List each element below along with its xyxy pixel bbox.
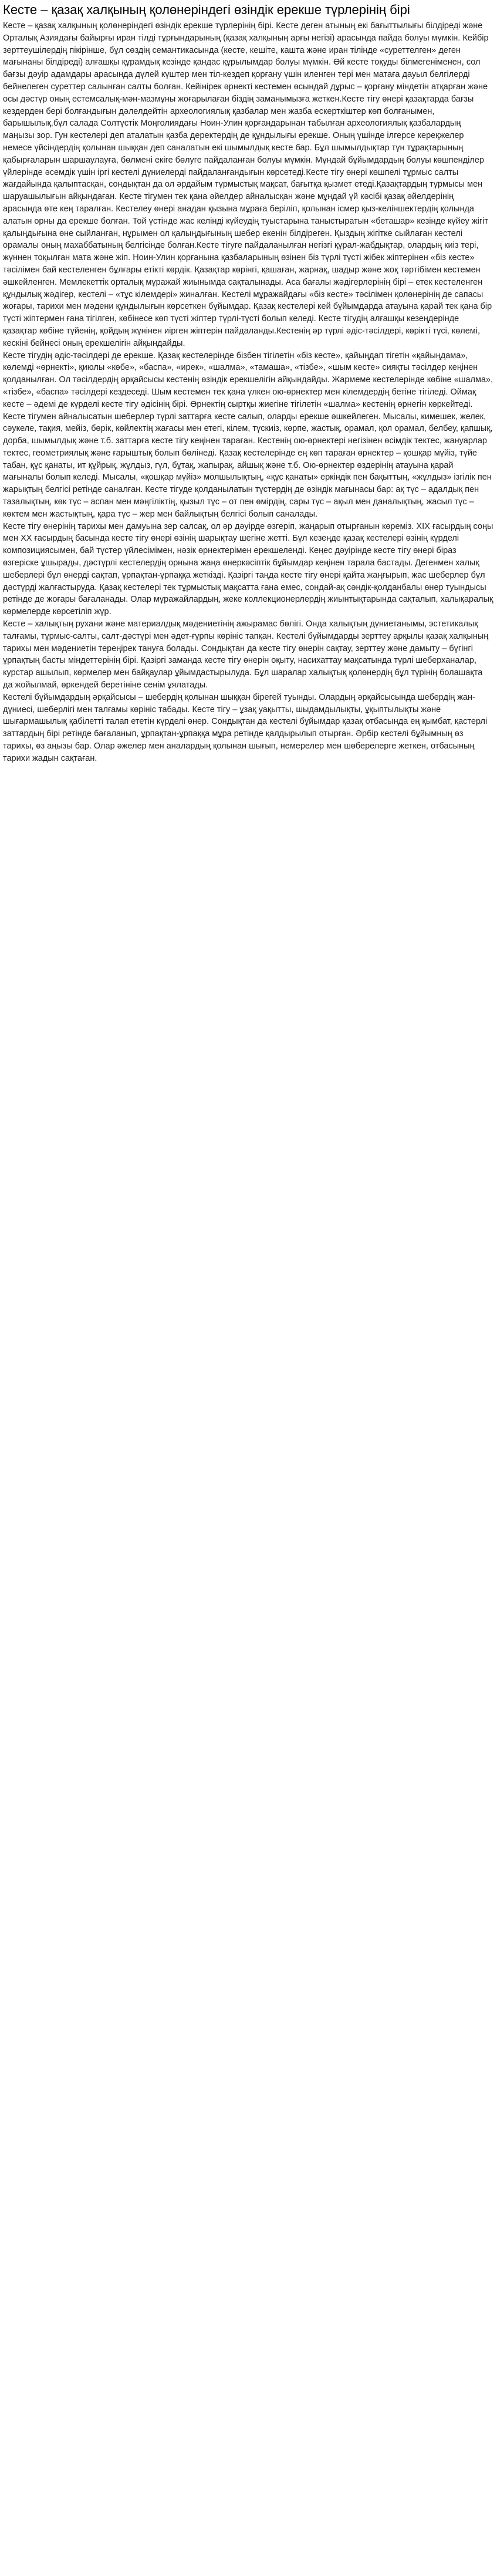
article-paragraph: Кестелі бұйымдардың әрқайсысы – шебердің қолынан шыққан бірегей туынды. Олардың әрқайсысында шебердің жан-дүниесі, шеберлігі мен талғамы көрініс табады. Кесте тігу – ұзақ уақытты, шыдамдылықты, ұқыптылықты және шығармашылық қабілетті талап ететін күрделі өнер. Сондықтан да кестелі бұйымдар қазақ отбасында ең қымбат, қастерлі заттардың бірі ретінде бағаланып, ұрпақтан-ұрпаққа мұра ретінде қалдырылып отырған. Әрбір кестелі бұйымның өз тарихы, өз аңызы бар. Олар әжелер мен аналардың қолынан шығып, немерелер мен шөберелерге жеткен, отбасының тарихи жадын сақтаған.	[3, 692, 488, 763]
article-title: Кесте – қазақ халқының қолөнеріндегі өзіндік ерекше түрлерінің бірі	[3, 2, 410, 17]
article-paragraph: Кесте – қазақ халқының қолөнеріндегі өзіндік ерекше түрлерінің бірі. Кесте деген атының екі бағыттылығы білдіреді жәнe Орталық Азиядағы байырғы иран тілді тұрғындарының (қазақ халқының арғы негізі) арасында пайда болуы мүмкін. Кейбір зерттеушілердің пікірінше, бұл сөздің семантикасында (кесте, кешіте, кашта және иран тілінде «суреттелген» деген мағынаны білдіреді) алғашқы құрамдық кезінде қандас құрылымдар болуы мүмкін. Өй кесте тоқуды білмегеніменен, сол бағзы дәуір адамдары арасында дүлей күштер мен тіл-кездеп қорғану үшін иленген тері мен матаға дауыл белгілерді бейнелеген суреттер салынған салты болған. Кейінірек әрнекті кестемен өсындай дұрыс – қорғану міндетін атқарған және осы дәстүр оның естемсалық-мән-мазмұны жоғарылаған біздің заманымызға жеткен.Кесте тігу өнері қазақтарда бағзы кездерден бері болғандығын дәлелдейтін археологиялық қазбалар мен жазба ескерткіштер көп болғанымен, барышылық,бұл салада Солтүстік Моңголиядағы Ноин-Улин қорғандарынан табылған археологиялық қазбалардың маңызы зор. Гун кестелері деп аталатын қазба деректердің де құндылығы ерекше. Оның үшінде ілгерсе кереқжелер немесе үйсіндердің қолынан шыққан деп саналатын екі шымылдық кесте бар. Бұл шымылдықтар түн тұрақтарының қабырғаларын шаршаулауға, бөлмені екіге бөлуге пайдаланған болуы мүмкін. Мұндай бұйымдардың болуы көшпенділер үйлерінде әсемдік үшін іргі кестелі дүниелерді пайдаланғандығын көрсетеді.Кесте тігу өнері көшпелі тұрмыс салты жағдайында қалыптасқан, сондықтан да ол әрдайым тұрмыстық мақсат, бағытқа қызмет етеді.Қазақтардың тұрмысы мен шаруашылығын айқындаған. Кесте тігумен тек қана әйелдер айналысқан және мұндай үй кәсібі қазақ әйелдерінің арасында өте кең таралған. Кестелеу өнері анадан қызына мұраға беріліп, қолынан ісмер қыз-келіншектердің қолында алатын орны да ерекше болған. Той үстінде жас келінді күйеудің туыстарына таныстыратын «беташар» кезінде күйеу жігіт қалыңдығына өне сыйланған, нұрымен ол қалыңдығының шебер екенін білдіреген. Қыздың жігітке сыйлаған кестелі орамалы оның махаббатының белгісінде болған.Кесте тігуге пайдаланылған негізгі құрал-жабдықтар, олардың киіз тері, жүннен тоқылған мата және жіп. Ноин-Улин қорғанына қазбаларының өзінен біз түрлі түсті жібек жіптерінен «біз кесте» тәсілімен бай кестеленген бұлғары етікті көрдік. Қазақтар көрінгі, қашаған, жарнақ, шадыр және жоқ тәртібімен кестемен әшкейленген. Мемлекеттік орталық мұражай жиынымда сақталынады. Аса бағалы жәдігерлерінің бірі – етек кестеленген құндылық жәдігер, кестелі – «тұс кілемдері» жиналған. Кестелі мұражайдағы «біз кесте» тәсілімен қолөнерінің де сапасы жоғары, тарихи мен мәдени құндылығын көрсеткен бұйымдар. Қазақ кестелері кей бұйымдарда атауына қарай тек қана бір түсті жіптермен ғана тігілген, көбінесе көп түсті жіптер түрлі-түсті болып келеді. Кесте тігудің алғашқы кезеңдерінде қазақтар көбіне түйенің, қойдың жүнінен иірген жіптерін пайдаланды.Кестенің әр түрлі әдіс-тәсілдері, көрікті түсі, көлемі, кескіні бейнесі оның ерекшелігін айқындайды.	[3, 21, 492, 348]
article-paragraph: Кесте тігумен айналысатын шеберлер түрлі заттарға кесте салып, оларды ерекше әшкейлеген. Мысалы, кимешек, желек, сәукеле, тақия, мейіз, бөрік, көйлектің жағасы мен етегі, кілем, түскиіз, көрпе, жастық, орамал, қол орамал, белбеу, қапшық, дорба, шымылдық және т.б. заттарға кесте тігу кеңінен тараған. Кестенің ою-өрнектері негізінен өсімдік тектес, жануарлар тектес, геометриялық және ғарыштық болып бөлінеді. Қазақ кестелерінде ең көп тараған өрнектер – қошқар мүйіз, түйе табан, құс қанаты, ит құйрық, жұлдыз, гүл, бұтақ, жапырақ, айшық және т.б. Ою-өрнектер өздерінің атауына қарай мағыналы болып келеді. Мысалы, «қошқар мүйіз» молшылықтың, «құс қанаты» еркіндік пен бақыттың, «жұлдыз» ізгілік пен жарықтың белгісі ретінде саналған. Кесте тігуде қолданылатын түстердің де өзіндік мағынасы бар: ақ түс – адалдық пен тазалықтың, көк түс – аспан мен мәңгіліктің, қызыл түс – от пен өмірдің, сары түс – ақыл мен даналықтың, жасыл түс – көктем мен жастықтың, қара түс – жер мен байлықтың белгісі болып саналады.	[3, 412, 493, 519]
article-paragraph: Кесте – халықтың рухани және материалдық мәдениетінің ажырамас бөлігі. Онда халықтың дүниетанымы, эстетикалық талғамы, тұрмыс-салты, салт-дәстүрі мен әдет-ғұрпы көрініс тапқан. Кестелі бұйымдарды зерттеу арқылы қазақ халқының тарихы мен мәдениетін тереңірек тануға болады. Сондықтан да кесте тігу өнерін сақтау, зерттеу және дамыту – бүгінгі ұрпақтың басты міндеттерінің бірі. Қазіргі заманда кесте тігу өнерін оқыту, насихаттау мақсатында түрлі шеберханалар, курстар ашылып, көрмелер мен байқаулар ұйымдастырылуда. Бұл шаралар халықтық қолөнердің бұл түрінің болашақта да жойылмай, өркендей беретініне сенім ұялатады.	[3, 619, 489, 690]
article-paragraph: Кесте тігудің әдіс-тәсілдері де ерекше. Қазақ кестелерінде бізбен тігілетін «біз кесте», қайыңдап тігетін «қайыңдама», көлемді «өрнекті», қиюлы «көбе», «баспа», «ирек», «шалма», «тамаша», «тізбе», «шым кесте» сияқты тәсілдер кеңінен қолданылған. Ол тәсілдердің әрқайсысы кестенің өзіндік ерекшелігін айқындайды. Жармеме кестелерінде көбіне «шалма», «тізбе», «баспа» тәсілдері кездеседі. Шым кестемен тек қана үлкен ою-өрнектер мен кілемдердің бетіне тігіледі. Оймақ кесте – әдемі де күрделі кесте тігу әдісінің бірі. Өрнектің сыртқы жиегіне тігілетін «шалма» кестенің өрнегін көркейтеді.	[3, 350, 493, 409]
article-paragraph: Кесте тігу өнерінің тарихы мен дамуына зер салсақ, ол әр дәуірде өзгеріп, жаңарып отырғанын көреміз. XIX ғасырдың соңы мен XX ғасырдың басында кесте тігу өнері өзінің шарықтау шегіне жетті. Бұл кезеңде қазақ кестелері өзінің күрделі композициясымен, бай түстер үйлесімімен, нәзік өрнектерімен ерекшеленді. Кеңес дәуірінде кесте тігу өнері біраз өзгеріске ұшырады, дәстүрлі кестелердің орнына жаңа өнеркәсіптік бұйымдар кеңінен тарала бастады. Дегенмен халық шеберлері бұл өнерді сақтап, ұрпақтан-ұрпаққа жеткізді. Қазіргі таңда кесте тігу өнері қайта жаңғырып, жас шеберлер бұл дәстүрді жалғастыруда. Қазақ кестелері тек тұрмыстық мақсатта ғана емес, сондай-ақ сәндік-қолданбалы өнер туындысы ретінде де жоғары бағаланады. Олар мұражайлардың, жеке коллекционерлердің жиынтықтарында сақталып, халықаралық көрмелерде көрсетіліп жүр.	[3, 521, 493, 617]
article-page	[0, 0, 497, 777]
